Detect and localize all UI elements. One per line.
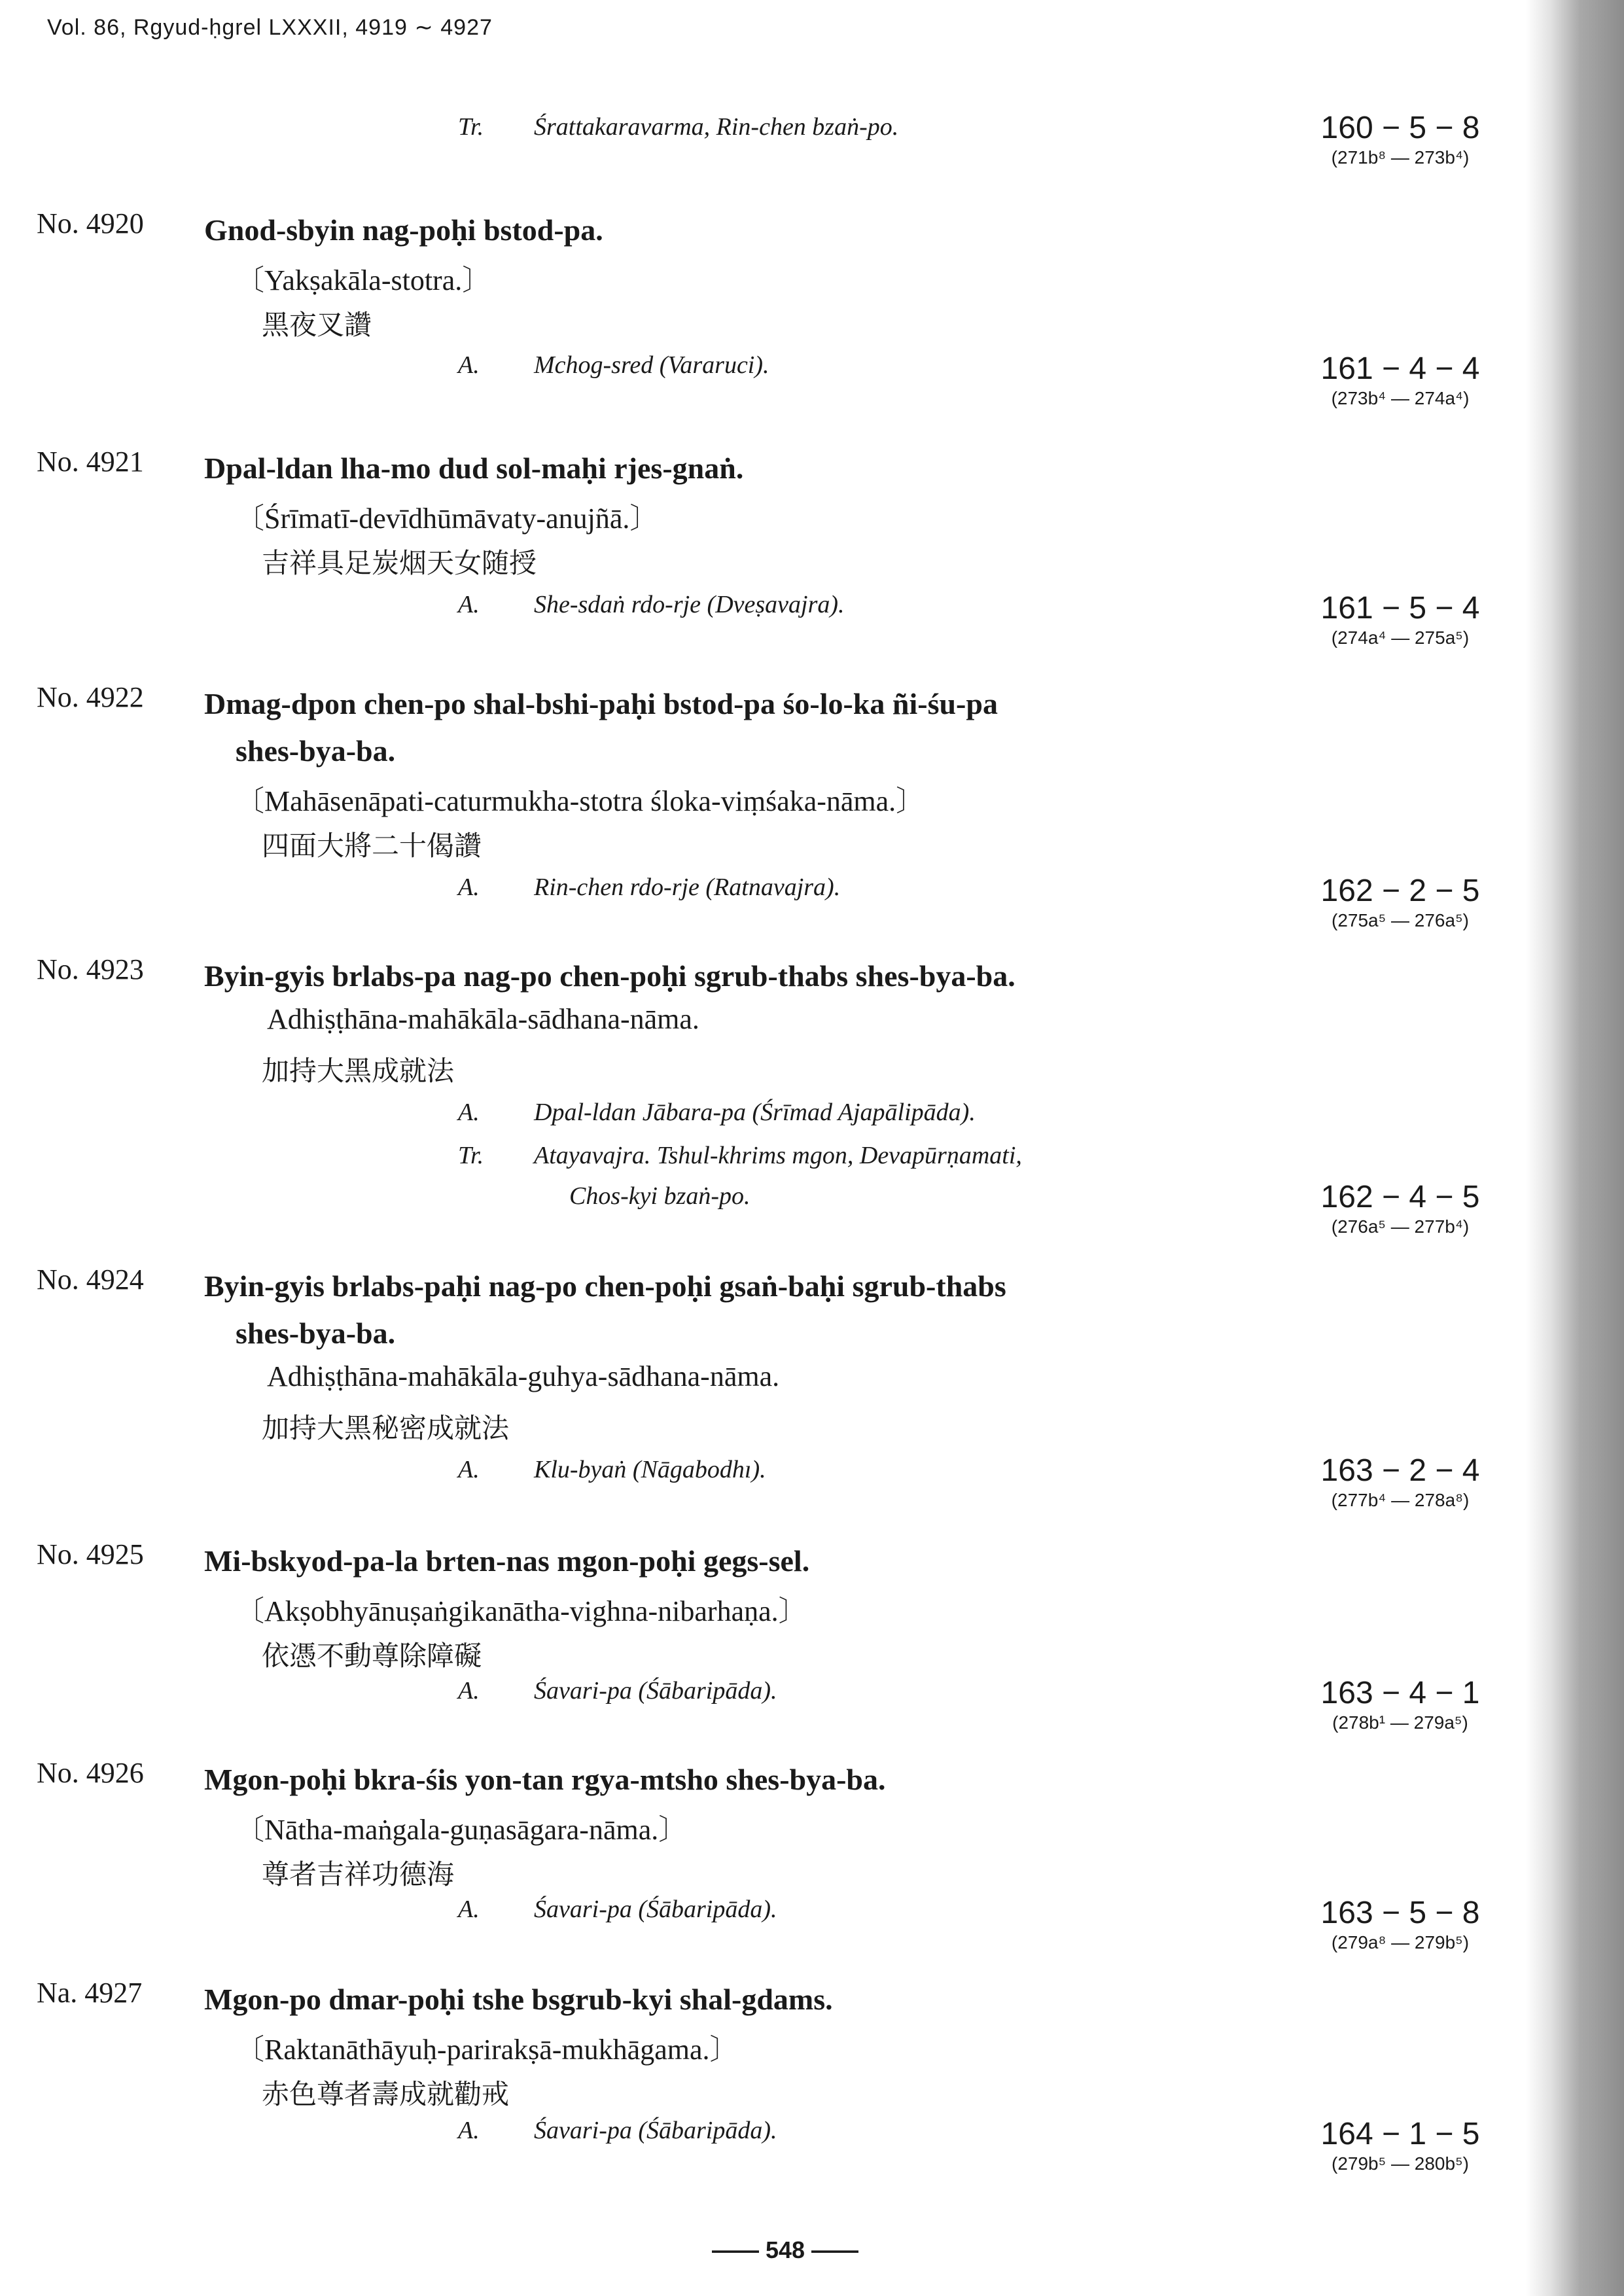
author-name: She-sdaṅ rdo-rje (Dveṣavajra). bbox=[534, 591, 845, 618]
volume-page-line: 163 − 4 − 1 bbox=[1320, 1676, 1480, 1710]
author-line bbox=[458, 1098, 976, 1127]
tibetan-title: Mgon-po dmar-poḥi tshe bsgrub-kyi shal-gdams. bbox=[204, 1983, 833, 2016]
author-line bbox=[458, 1676, 777, 1705]
volume-page-line: 163 − 5 − 8 bbox=[1320, 1896, 1480, 1930]
role-label: A. bbox=[458, 1099, 480, 1126]
folio-range: (271b⁸ — 273b⁴) bbox=[1331, 147, 1470, 168]
entry-number: No. 4922 bbox=[37, 681, 144, 713]
tibetan-title-line2: shes-bya-ba. bbox=[236, 1316, 396, 1350]
author-line bbox=[458, 2116, 777, 2145]
location-reference bbox=[1302, 1179, 1498, 1238]
tibetan-title: Gnod-sbyin nag-poḥi bstod-pa. bbox=[204, 213, 603, 247]
sanskrit-title: Adhiṣṭhāna-mahākāla-sādhana-nāma. bbox=[267, 1003, 699, 1035]
role-label: Tr. bbox=[458, 113, 484, 141]
tibetan-title: Mi-bskyod-pa-la brten-nas mgon-poḥi gegs-sel. bbox=[204, 1544, 810, 1578]
scan-page-edge bbox=[1526, 0, 1624, 2296]
translator-line bbox=[458, 113, 898, 141]
sanskrit-title: Adhiṣṭhāna-mahākāla-guhya-sādhana-nāma. bbox=[267, 1360, 780, 1392]
page-number: —— 548 —— bbox=[711, 2236, 859, 2263]
role-label: A. bbox=[458, 351, 480, 379]
location-reference bbox=[1302, 351, 1498, 410]
role-label: A. bbox=[458, 874, 480, 901]
translator-line-cont: Chos-kyi bzaṅ-po. bbox=[569, 1182, 750, 1210]
folio-range: (277b⁴ — 278a⁸) bbox=[1331, 1490, 1470, 1510]
chinese-title: 加持大黑成就法 bbox=[262, 1055, 455, 1087]
author-name: Klu-byaṅ (Nāgabodhı). bbox=[534, 1456, 766, 1483]
chinese-title: 依憑不動尊除障礙 bbox=[262, 1640, 482, 1672]
volume-page-line: 160 − 5 − 8 bbox=[1320, 111, 1480, 145]
tibetan-title: Dpal-ldan lha-mo dud sol-maḥi rjes-gnaṅ. bbox=[204, 451, 744, 485]
tibetan-title: Mgon-poḥi bkra-śis yon-tan rgya-mtsho shes-bya-ba. bbox=[204, 1763, 886, 1796]
folio-range: (279a⁸ — 279b⁵) bbox=[1331, 1932, 1470, 1952]
sanskrit-title: 〔Nātha-maṅgala-guṇasāgara-nāma.〕 bbox=[236, 1814, 688, 1846]
tibetan-title bbox=[204, 1263, 1316, 1357]
tibetan-title-line1: Byin-gyis brlabs-paḥi nag-po chen-poḥi gsaṅ-baḥi sgrub-thabs bbox=[204, 1269, 1006, 1303]
translator-names: Atayavajra. Tshul-khrims mgon, Devapūrṇamati, bbox=[534, 1142, 1022, 1169]
author-line bbox=[458, 590, 845, 619]
role-label: A. bbox=[458, 1456, 480, 1483]
tibetan-title-line2: shes-bya-ba. bbox=[236, 734, 396, 768]
author-line bbox=[458, 1455, 766, 1484]
author-name: Dpal-ldan Jābara-pa (Śrīmad Ajapālipāda). bbox=[534, 1099, 976, 1126]
folio-range: (278b¹ — 279a⁵) bbox=[1332, 1712, 1468, 1733]
chinese-title: 尊者吉祥功德海 bbox=[262, 1858, 455, 1890]
sanskrit-title: 〔Raktanāthāyuḥ-parirakṣā-mukhāgama.〕 bbox=[236, 2034, 739, 2066]
sanskrit-title: 〔Akṣobhyānuṣaṅgikanātha-vighna-nibarhaṇa.〕 bbox=[236, 1595, 807, 1627]
volume-page-line: 161 − 5 − 4 bbox=[1320, 591, 1480, 626]
role-label: A. bbox=[458, 2117, 480, 2144]
translator-names: Śrattakaravarma, Rin-chen bzaṅ-po. bbox=[534, 113, 899, 141]
entry-number: No. 4921 bbox=[37, 446, 144, 478]
entry-number: No. 4925 bbox=[37, 1538, 144, 1570]
volume-page-line: 163 − 2 − 4 bbox=[1320, 1453, 1480, 1488]
entry-number: No. 4920 bbox=[37, 207, 144, 239]
role-label: A. bbox=[458, 1677, 480, 1704]
tibetan-title-line1: Dmag-dpon chen-po shal-bshi-paḥi bstod-pa śo-lo-ka ñi-śu-pa bbox=[204, 687, 998, 720]
author-line bbox=[458, 873, 840, 902]
entry-number: Na. 4927 bbox=[37, 1977, 143, 2009]
chinese-title: 赤色尊者壽成就勸戒 bbox=[262, 2078, 510, 2110]
location-reference bbox=[1302, 110, 1498, 169]
author-name: Śavari-pa (Śābaripāda). bbox=[534, 1677, 777, 1704]
role-label: Tr. bbox=[458, 1142, 484, 1169]
role-label: A. bbox=[458, 1896, 480, 1923]
location-reference bbox=[1302, 590, 1498, 649]
chinese-title: 黑夜叉讚 bbox=[262, 309, 372, 341]
translator-line bbox=[458, 1141, 1022, 1170]
author-name: Śavari-pa (Śābaripāda). bbox=[534, 2117, 777, 2144]
volume-page-line: 162 − 2 − 5 bbox=[1320, 874, 1480, 908]
entry-number: No. 4923 bbox=[37, 953, 144, 985]
chinese-title: 吉祥具足炭烟天女随授 bbox=[262, 547, 537, 579]
author-name: Mchog-sred (Vararuci). bbox=[534, 351, 769, 379]
author-line bbox=[458, 351, 769, 380]
chinese-title: 四面大將二十偈讚 bbox=[262, 830, 482, 862]
volume-page-line: 162 − 4 − 5 bbox=[1320, 1180, 1480, 1214]
location-reference bbox=[1302, 1675, 1498, 1734]
sanskrit-title: 〔Yakṣakāla-stotra.〕 bbox=[236, 264, 491, 296]
location-reference bbox=[1302, 2116, 1498, 2175]
folio-range: (279b⁵ — 280b⁵) bbox=[1332, 2153, 1469, 2174]
tibetan-title bbox=[204, 680, 1316, 775]
author-line bbox=[458, 1895, 777, 1924]
folio-range: (274a⁴ — 275a⁵) bbox=[1331, 627, 1470, 648]
location-reference bbox=[1302, 873, 1498, 932]
folio-range: (275a⁵ — 276a⁵) bbox=[1332, 910, 1469, 930]
running-head: Vol. 86, Rgyud-ḥgrel LXXXII, 4919 ∼ 4927 bbox=[47, 15, 493, 40]
sanskrit-title: 〔Mahāsenāpati-caturmukha-stotra śloka-viṃśaka-nāma.〕 bbox=[236, 785, 925, 817]
location-reference bbox=[1302, 1453, 1498, 1511]
folio-range: (276a⁵ — 277b⁴) bbox=[1331, 1216, 1470, 1237]
tibetan-title: Byin-gyis brlabs-pa nag-po chen-poḥi sgrub-thabs shes-bya-ba. bbox=[204, 959, 1015, 993]
location-reference bbox=[1302, 1895, 1498, 1954]
author-name: Śavari-pa (Śābaripāda). bbox=[534, 1896, 777, 1923]
folio-range: (273b⁴ — 274a⁴) bbox=[1331, 388, 1470, 408]
sanskrit-title: 〔Śrīmatī-devīdhūmāvaty-anujñā.〕 bbox=[236, 503, 659, 535]
volume-page-line: 161 − 4 − 4 bbox=[1320, 351, 1480, 386]
entry-number: No. 4926 bbox=[37, 1757, 144, 1789]
chinese-title: 加持大黑秘密成就法 bbox=[262, 1412, 510, 1444]
author-name: Rin-chen rdo-rje (Ratnavajra). bbox=[534, 874, 841, 901]
volume-page-line: 164 − 1 − 5 bbox=[1320, 2117, 1480, 2151]
role-label: A. bbox=[458, 591, 480, 618]
entry-number: No. 4924 bbox=[37, 1263, 144, 1296]
